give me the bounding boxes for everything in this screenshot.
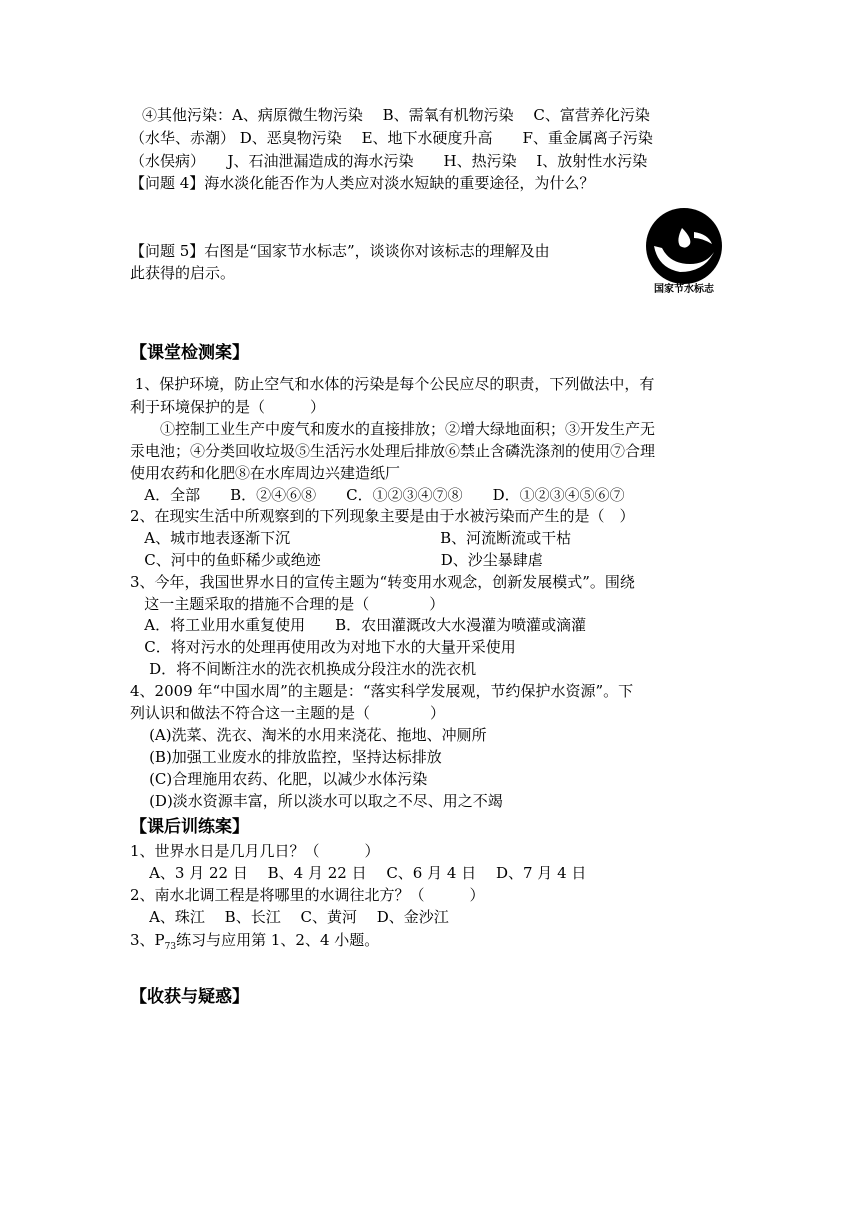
classroom-q4-line-2: 列认识和做法不符合这一主题的是（ ） — [130, 704, 446, 722]
classroom-q1-line-3: ①控制工业生产中废气和废水的直接排放；②增大绿地面积；③开发生产无 — [145, 420, 656, 438]
page-number-subscript: 73 — [164, 942, 177, 952]
after-class-q2-options: A、珠江 B、长江 C、黄河 D、金沙江 — [130, 908, 449, 926]
classroom-q2-options-cd: C、河中的鱼虾稀少或绝迹 D、沙尘暴肆虐 — [130, 551, 543, 569]
classroom-q3-line-2: 这一主题采取的措施不合理的是（ ） — [130, 595, 445, 613]
classroom-q1-line-2: 利于环境保护的是（ ） — [130, 398, 326, 416]
question-5-line-2: 此获得的启示。 — [130, 264, 236, 282]
question-4: 【问题 4】海水淡化能否作为人类应对淡水短缺的重要途径，为什么？ — [130, 174, 595, 192]
after-class-q3-text: 练习与应用第 1、2、4 小题。 — [176, 931, 380, 949]
classroom-q2-options-ab: A、城市地表逐渐下沉 B、河流断流或干枯 — [130, 529, 572, 547]
classroom-q4-option-d: (D)淡水资源丰富，所以淡水可以取之不尽、用之不竭 — [130, 792, 503, 810]
classroom-q4-line-1: 4、2009 年“中国水周”的主题是：“落实科学发展观，节约保护水资源”。下 — [130, 682, 634, 700]
classroom-q1-line-5: 使用农药和化肥⑧在水库周边兴建造纸厂 — [130, 464, 401, 482]
logo-caption: 国家节水标志 — [654, 284, 714, 295]
classroom-q3-line-1: 3、今年，我国世界水日的宣传主题为“转变用水观念，创新发展模式”。围绕 — [130, 573, 635, 591]
after-class-q3 — [130, 929, 379, 958]
classroom-q4-option-b: (B)加强工业废水的排放监控，坚持达标排放 — [130, 748, 442, 766]
classroom-q1-line-1: 1、保护环境，防止空气和水体的污染是每个公民应尽的职责，下列做法中，有 — [130, 375, 655, 393]
classroom-q4-option-c: (C)合理施用农药、化肥，以减少水体污染 — [130, 770, 428, 788]
question-5-line-1: 【问题 5】右图是“国家节水标志”，谈谈你对该标志的理解及由 — [130, 242, 550, 260]
gains-doubts-heading: 【收获与疑惑】 — [130, 987, 249, 1007]
classroom-q3-option-c: C．将对污水的处理再使用改为对地下水的大量开采使用 — [130, 638, 516, 656]
classroom-q3-options-ab: A．将工业用水重复使用 B．农田灌溉改大水漫灌为喷灌或滴灌 — [130, 616, 587, 634]
classroom-test-heading: 【课堂检测案】 — [130, 343, 249, 363]
after-class-q1-options: A、3 月 22 日 B、4 月 22 日 C、6 月 4 日 D、7 月 4 日 — [130, 864, 587, 882]
classroom-q3-option-d: D．将不间断注水的洗衣机换成分段注水的洗衣机 — [130, 660, 477, 678]
pollution-types-line-3: （水俣病） J、石油泄漏造成的海水污染 H、热污染 I、放射性水污染 — [130, 152, 648, 170]
after-class-heading: 【课后训练案】 — [130, 817, 249, 837]
after-class-q3-prefix: 3、P — [130, 931, 165, 949]
pollution-types-line-1: ④其他污染：A、病原微生物污染 B、需氧有机物污染 C、富营养化污染 — [142, 106, 650, 124]
classroom-q2: 2、在现实生活中所观察到的下列现象主要是由于水被污染而产生的是（ ） — [130, 507, 635, 525]
classroom-q1-line-4: 汞电池；④分类回收垃圾⑤生活污水处理后排放⑥禁止含磷洗涤剂的使用⑦合理 — [130, 442, 656, 460]
classroom-q4-option-a: (A)洗菜、洗衣、淘米的水用来浇花、拖地、冲厕所 — [130, 726, 487, 744]
after-class-q2: 2、南水北调工程是将哪里的水调往北方？（ ） — [130, 886, 485, 904]
classroom-q1-options: A．全部 B．②④⑥⑧ C．①②③④⑦⑧ D．①②③④⑤⑥⑦ — [130, 486, 625, 504]
pollution-types-line-2: （水华、赤潮） D、恶臭物污染 E、地下水硬度升高 F、重金属离子污染 — [130, 129, 653, 147]
after-class-q1: 1、世界水日是几月几日？（ ） — [130, 842, 380, 860]
